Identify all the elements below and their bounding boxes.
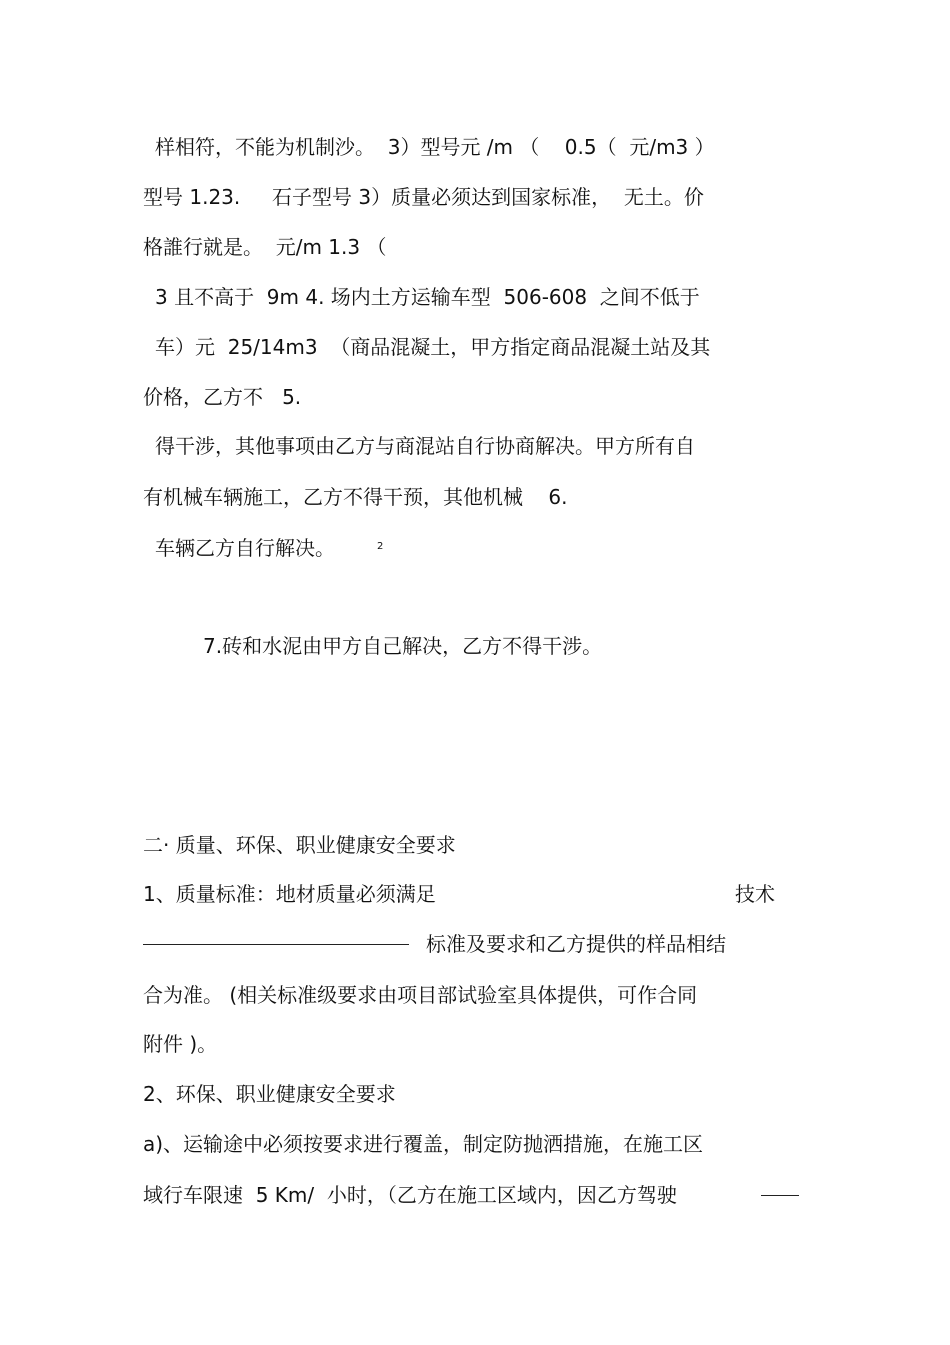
footnote-marker: 2 [377, 541, 384, 552]
subsection-heading: 2、环保、职业健康安全要求 [143, 1082, 396, 1106]
text-line-6: 价格，乙方不 5. [143, 385, 302, 409]
text-line-7: 得干涉，其他事项由乙方与商混站自行协商解决。甲方所有自 [155, 434, 695, 458]
text-line-10: 7.砖和水泥由甲方自己解决，乙方不得干涉。 [203, 634, 603, 658]
text-line-5: 车）元 25/14m3 （商品混凝土，甲方指定商品混凝土站及其 [155, 335, 711, 359]
text-line-1: 样相符，不能为机制沙。 3）型号元 /m （ 0.5（ 元/m3 ） [155, 135, 715, 159]
text-line-8: 有机械车辆施工，乙方不得干预，其他机械 6. [143, 485, 568, 509]
text-line-11: 1、质量标准：地材质量必须满足 [143, 882, 436, 906]
trailing-dash [761, 1195, 799, 1196]
text-line-11-tail: 技术 [735, 882, 775, 906]
text-line-3: 格誰行就是。 元/m 1.3 （ [143, 235, 387, 259]
text-line-16: 域行车限速 5 Km/ 小时，（乙方在施工区域内，因乙方驾驶 [143, 1183, 677, 1207]
section-heading: 二· 质量、环保、职业健康安全要求 [143, 833, 456, 857]
text-line-12: 标准及要求和乙方提供的样品相结 [426, 932, 726, 956]
text-line-14: 附件 )。 [143, 1032, 218, 1056]
blank-underline [143, 944, 409, 945]
text-line-13: 合为准。 (相关标准级要求由项目部试验室具体提供，可作合同 [143, 983, 698, 1007]
text-line-9: 车辆乙方自行解决。 [155, 536, 335, 560]
text-line-2: 型号 1.23. 石子型号 3）质量必须达到国家标准， 无土。价 [143, 185, 704, 209]
text-line-15: a)、运输途中必须按要求进行覆盖，制定防抛洒措施，在施工区 [143, 1132, 704, 1156]
text-line-4: 3 且不高于 9m 4. 场内土方运输车型 506-608 之间不低于 [155, 285, 700, 309]
